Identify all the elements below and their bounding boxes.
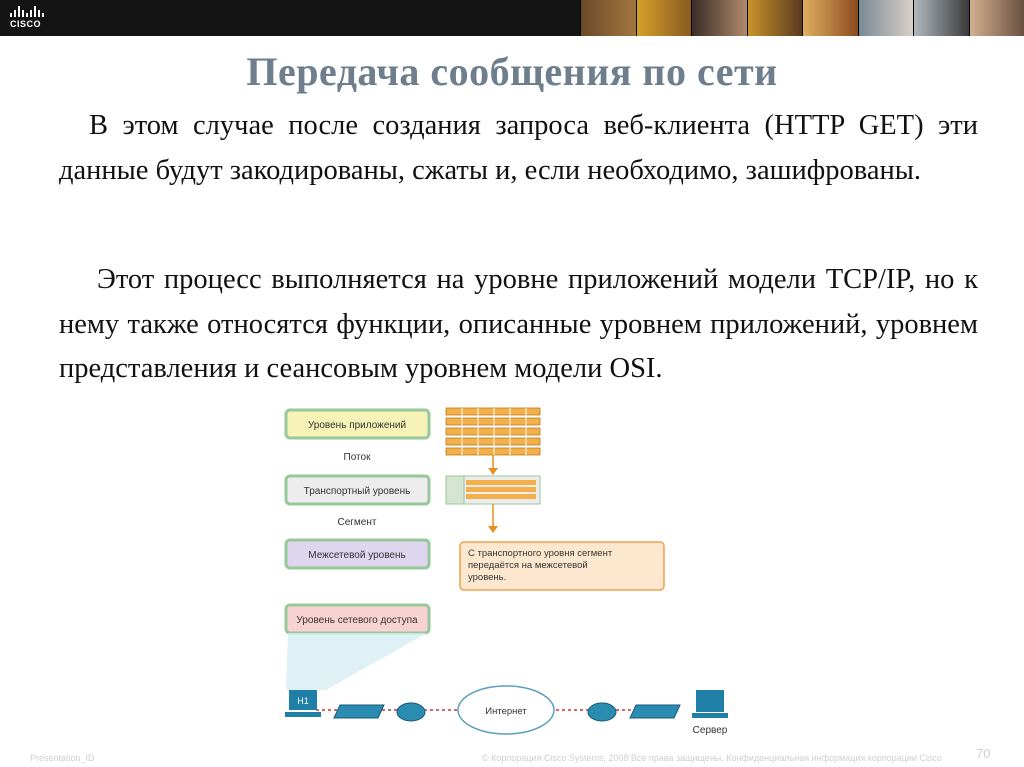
layer-application — [286, 410, 429, 438]
network-topology — [285, 686, 728, 736]
callout-line-2: передаётся на межсетевой — [468, 560, 588, 571]
top-banner — [0, 0, 1024, 36]
host-label: H1 — [297, 696, 309, 706]
transport-segment — [446, 476, 540, 504]
callout-line-3: уровень. — [468, 572, 507, 583]
footer-copyright: © Корпорация Cisco Systems, 2008 Все права защищены. Конфиденциальная информация корпорации Cisco — [482, 753, 942, 763]
layer-funnel — [286, 633, 427, 690]
layer-application-label: Уровень приложений — [307, 420, 407, 431]
cisco-logo — [10, 6, 58, 32]
layer-transport — [286, 476, 429, 504]
down-arrow-2 — [488, 504, 498, 533]
page-number: 70 — [976, 746, 991, 761]
body-paragraph-2: Этот процесс выполняется на уровне приложений модели TCP/IP, но к нему также относятся функции, описанные уровнем приложений, уровнем представления и сеансовым уровнем модели OSI. — [59, 264, 978, 384]
router-2-icon — [588, 703, 616, 721]
cloud-icon — [458, 686, 554, 734]
server-icon — [692, 690, 728, 736]
banner-photo-strip — [580, 0, 1024, 36]
layer-internet — [286, 540, 429, 568]
cisco-logo-text: CISCO — [10, 19, 42, 29]
cisco-bars-icon — [10, 6, 58, 17]
down-arrow-1 — [488, 455, 498, 475]
layer-network-access-label: Уровень сетевого доступа — [296, 615, 418, 626]
footer-presentation-id: Presentation_ID — [30, 753, 95, 763]
router-1-icon — [397, 703, 425, 721]
switch-1-icon — [334, 705, 384, 718]
server-label: Сервер — [692, 725, 728, 736]
switch-2-icon — [630, 705, 680, 718]
host-h1-icon — [285, 690, 321, 717]
cloud-label: Интернет — [485, 706, 527, 717]
flow-label-stream: Поток — [343, 452, 371, 463]
callout-line-1: С транспортного уровня сегмент — [468, 548, 613, 559]
layer-network-access — [286, 605, 429, 633]
slide-title: Передача сообщения по сети — [246, 49, 778, 94]
encapsulation-diagram — [256, 400, 736, 750]
flow-label-segment: Сегмент — [337, 517, 377, 528]
body-paragraph-1: В этом случае после создания запроса веб-клиента (HTTP GET) эти данные будут закодированы, сжаты и, если необходимо, зашифрованы. — [59, 110, 978, 186]
layer-internet-label: Межсетевой уровень — [308, 550, 406, 561]
callout-box — [460, 542, 664, 590]
layer-transport-label: Транспортный уровень — [303, 486, 411, 497]
